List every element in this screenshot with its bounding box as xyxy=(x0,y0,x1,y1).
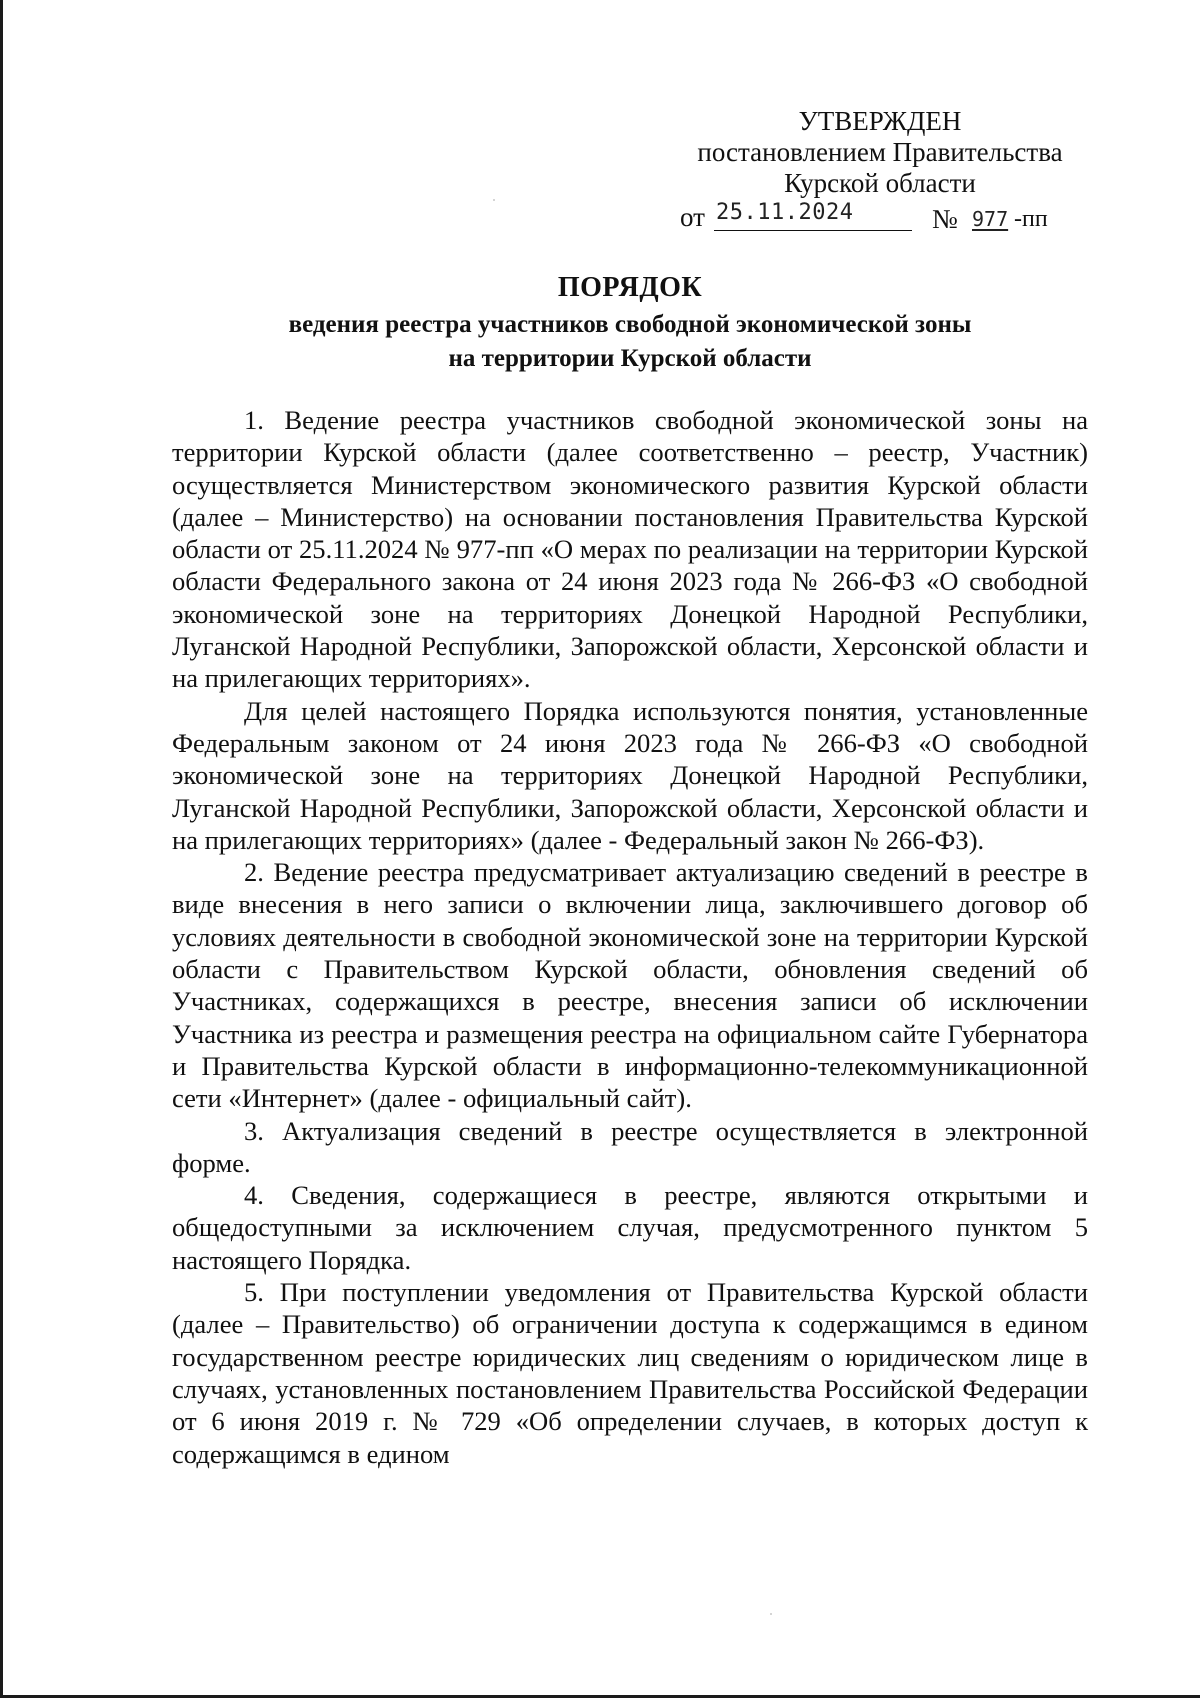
approval-date-number-line xyxy=(680,200,1080,233)
paragraph-5: 5. При поступлении уведомления от Правительства Курской области (далее – Правительство) об ограничении доступа к содержащимся в едином государственном реестре юридических лиц сведениям о юридическом лице в случаях, установленных постановлением Правительства Российской Федерации от 6 июня 2019 г. № 729 «Об определении случаев, в которых доступ к содержащимся в едином xyxy=(172,1277,1088,1469)
date-value: 25.11.2024 xyxy=(716,200,854,225)
paragraph-2: 2. Ведение реестра предусматривает актуализацию сведений в реестре в виде внесения в него записи о включении лица, заключившего договор об условиях деятельности в свободной экономической зоне на территории Курской области с Правительством Курской области, обновления сведений об Участниках, содержащихся в реестре, внесения записи об исключении Участника из реестра и размещения реестра на официальном сайте Губернатора и Правительства Курской области в информационно-телекоммуникационной сети «Интернет» (далее - официальный сайт). xyxy=(172,857,1088,1114)
scan-dust xyxy=(493,199,495,201)
scan-dust xyxy=(770,1613,772,1615)
date-field xyxy=(714,200,912,231)
approval-stamp-block xyxy=(680,106,1080,233)
number-suffix: -пп xyxy=(1014,206,1048,232)
document-subtitle: ведения реестра участников свободной экономической зоны на территории Курской области xyxy=(288,311,972,372)
approval-decree-line: постановлением Правительства xyxy=(697,137,1063,167)
paragraph-definitions: Для целей настоящего Порядка используются понятия, установленные Федеральным законом от 24 июня 2023 года № 266-ФЗ «О свободной экономической зоне на территориях Донецкой Народной Республики, Луганской Народной Республики, Запорожской области, Херсонской области и на прилегающих территориях» (далее - Федеральный закон № 266-ФЗ). xyxy=(172,695,1088,855)
number-field xyxy=(972,200,1072,230)
from-label: от xyxy=(680,202,705,232)
document-body xyxy=(172,404,1088,1470)
document-title: ПОРЯДОК xyxy=(557,272,703,303)
paragraph-3: 3. Актуализация сведений в реестре осуществляется в электронной форме. xyxy=(172,1115,1088,1178)
number-sign: № xyxy=(932,204,958,234)
paragraph-4: 4. Сведения, содержащиеся в реестре, являются открытыми и общедоступными за исключением случая, предусмотренного пунктом 5 настоящего Порядка. xyxy=(172,1180,1088,1275)
scan-edge-left xyxy=(0,0,3,1698)
number-value: 977 xyxy=(972,207,1009,231)
approval-heading: УТВЕРЖДЕН xyxy=(798,106,962,136)
paragraph-1: 1. Ведение реестра участников свободной экономической зоны на территории Курской области (далее соответственно – реестр, Участник) осуществляется Министерством экономического развития Курской области (далее – Министерство) на основании постановления Правительства Курской области от 25.11.2024 № 977-пп «О мерах по реализации на территории Курской области Федерального закона от 24 июня 2023 года № 266-ФЗ «О свободной экономической зоне на территориях Донецкой Народной Республики, Луганской Народной Республики, Запорожской области, Херсонской области и на прилегающих территориях». xyxy=(172,405,1088,694)
document-title-block xyxy=(172,270,1088,376)
approval-region-line: Курской области xyxy=(784,168,976,198)
